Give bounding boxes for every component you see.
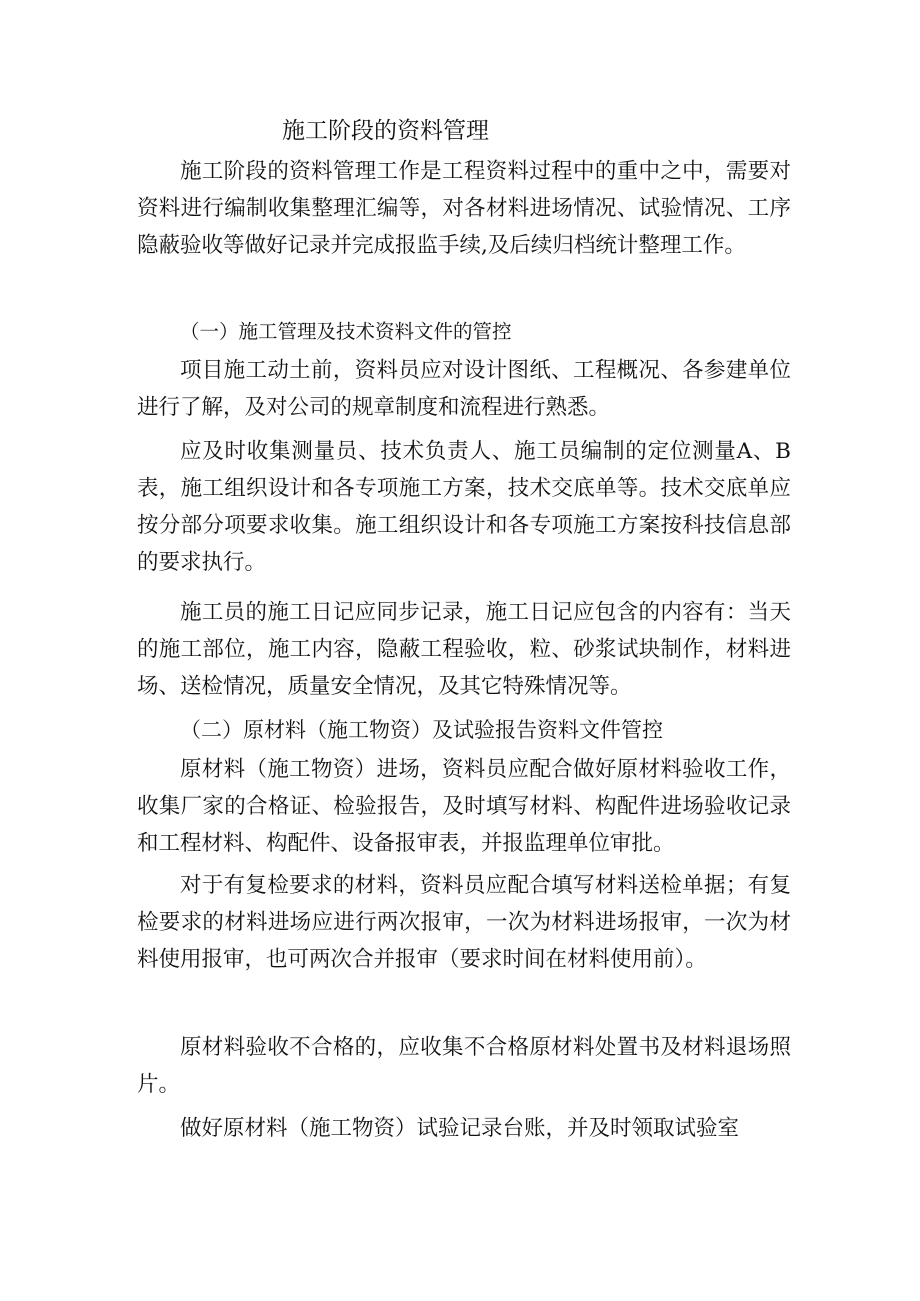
section-1-paragraph-3: 施工员的施工日记应同步记录，施工日记应包含的内容有：当天的施工部位，施工内容，隐蔽工程验收，粒、砂浆试块制作，材料进场、送检情况，质量安全情况，及其它特殊情况等。 (137, 600, 791, 699)
section-1-heading: （一）施工管理及技术资料文件的管控 (180, 320, 512, 343)
section-1-paragraph-1: 项目施工动土前，资料员应对设计图纸、工程概况、各参建单位进行了解，及对公司的规章制度和流程进行熟悉。 (137, 358, 791, 420)
section-1-paragraph-2: 应及时收集测量员、技术负责人、施工员编制的定位测量A、B表，施工组织设计和各专项施工方案，技术交底单等。技术交底单应按分部分项要求收集。施工组织设计和各专项施工方案按科技信息部的要求执行。 (137, 439, 791, 575)
intro-paragraph: 施工阶段的资料管理工作是工程资料过程中的重中之中，需要对资料进行编制收集整理汇编等，对各材料进场情况、试验情况、工序隐蔽验收等做好记录并完成报监手续,及后续归档统计整理工作。 (137, 159, 791, 258)
section-2-heading: （二）原材料（施工物资）及试验报告资料文件管控 (180, 718, 663, 742)
section-2-paragraph-4: 做好原材料（施工物资）试验记录台账，并及时领取试验室 (180, 1116, 740, 1141)
section-2-paragraph-1: 原材料（施工物资）进场，资料员应配合做好原材料验收工作，收集厂家的合格证、检验报告，及时填写材料、构配件进场验收记录和工程材料、构配件、设备报审表，并报监理单位审批。 (137, 757, 791, 856)
section-2-paragraph-2: 对于有复检要求的材料，资料员应配合填写材料送检单据；有复检要求的材料进场应进行两次报审，一次为材料进场报审，一次为材料使用报审，也可两次合并报审（要求时间在材料使用前）。 (137, 873, 791, 972)
section-2-paragraph-3: 原材料验收不合格的，应收集不合格原材料处置书及材料退场照片。 (137, 1035, 791, 1097)
document-title: 施工阶段的资料管理 (282, 118, 489, 144)
